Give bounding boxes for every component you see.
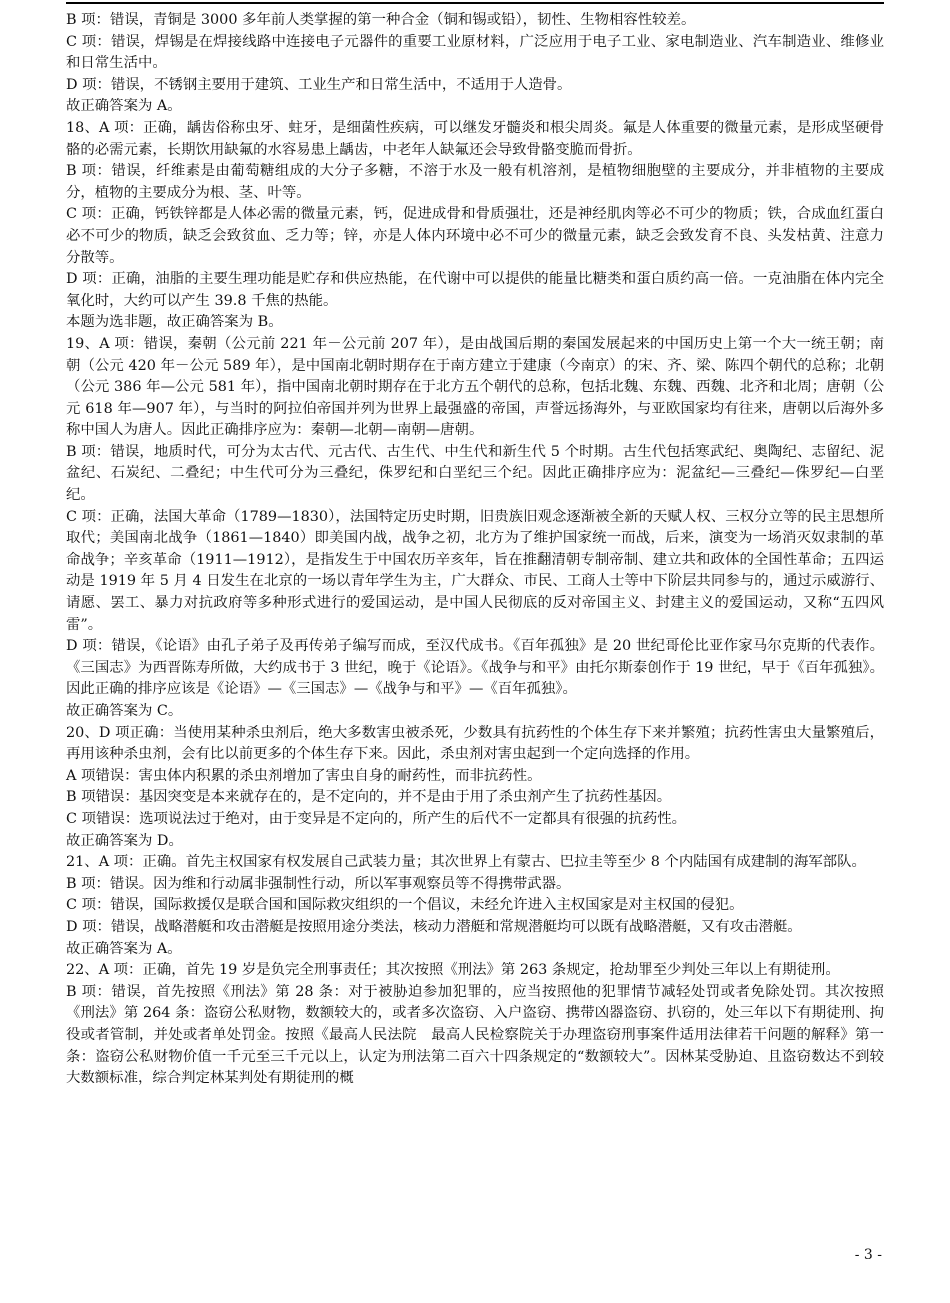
paragraph: A 项错误：害虫体内积累的杀虫剂增加了害虫自身的耐药性，而非抗药性。	[66, 767, 542, 784]
paragraph: 20、D 项正确：当使用某种杀虫剂后，绝大多数害虫被杀死，少数具有抗药性的个体生存下来并繁殖；抗药性害虫大量繁殖后，再用该种杀虫剂，会有比以前更多的个体生存下来。因此，杀虫剂对害虫起到一个定向选择的作用。	[66, 724, 884, 763]
paragraph: C 项：正确，法国大革命（1789—1830），法国特定历史时期，旧贵族旧观念逐渐被全新的天赋人权、三权分立等的民主思想所取代；美国南北战争（1861—1840）即美国内战，战争之初，北方为了维护国家统一而战，后来，演变为一场消灭奴隶制的革命战争；辛亥革命（1911—1912），是指发生于中国农历辛亥年，旨在推翻清朝专制帝制、建立共和政体的全国性革命；五四运动是 1919 年 5 月 4 日发生在北京的一场以青年学生为主，广大群众、市民、工商人士等中下阶层共同参与的，通过示威游行、请愿、罢工、暴力对抗政府等多种形式进行的爱国运动，是中国人民彻底的反对帝国主义、封建主义的爱国运动，又称“五四风雷”。	[66, 508, 884, 633]
paragraph: B 项：错误，地质时代，可分为太古代、元古代、古生代、中生代和新生代 5 个时期。古生代包括寒武纪、奥陶纪、志留纪、泥盆纪、石炭纪、二叠纪；中生代可分为三叠纪，侏罗纪和白垩纪三个纪。因此正确排序应为：泥盆纪—三叠纪—侏罗纪—白垩纪。	[66, 443, 884, 504]
document-body	[66, 10, 884, 1090]
paragraph: B 项：错误。因为维和行动属非强制性行动，所以军事观察员等不得携带武器。	[66, 875, 571, 892]
paragraph: 故正确答案为 A。	[66, 98, 182, 115]
paragraph: D 项：错误，战略潜艇和攻击潜艇是按照用途分类法，核动力潜艇和常规潜艇均可以既有战略潜艇，又有攻击潜艇。	[66, 918, 802, 935]
paragraph: C 项错误：选项说法过于绝对，由于变异是不定向的，所产生的后代不一定都具有很强的抗药性。	[66, 810, 686, 827]
paragraph: 故正确答案为 A。	[66, 940, 182, 957]
page-number: - 3 -	[854, 1247, 882, 1263]
paragraph: D 项：正确，油脂的主要生理功能是贮存和供应热能，在代谢中可以提供的能量比糖类和蛋白质约高一倍。一克油脂在体内完全氧化时，大约可以产生 39.8 千焦的热能。	[66, 271, 884, 309]
paragraph: 故正确答案为 D。	[66, 832, 183, 849]
paragraph: 21、A 项：正确。首先主权国家有权发展自己武装力量；其次世界上有蒙古、巴拉圭等至少 8 个内陆国有成建制的海军部队。	[66, 854, 866, 871]
paragraph: 19、A 项：错误，秦朝（公元前 221 年－公元前 207 年），是由战国后期的秦国发展起来的中国历史上第一个大一统王朝；南朝（公元 420 年－公元 589 年），是中国南北朝时期存在于南方建立于建康（今南京）的宋、齐、梁、陈四个朝代的总称；北朝（公元 386 年—公元 581 年），指中国南北朝时期存在于北方五个朝代的总称，包括北魏、东魏、西魏、北齐和北周；唐朝（公元 618 年—907 年），与当时的阿拉伯帝国并列为世界上最强盛的帝国，声誉远扬海外，与亚欧国家均有往来，唐朝以后海外多称中国人为唐人。因此正确排序应为：秦朝—北朝—南朝—唐朝。	[66, 335, 884, 439]
paragraph: B 项：错误，纤维素是由葡萄糖组成的大分子多糖，不溶于水及一般有机溶剂，是植物细胞壁的主要成分，并非植物的主要成分，植物的主要成分为根、茎、叶等。	[66, 163, 884, 201]
paragraph: C 项：正确，钙铁锌都是人体必需的微量元素，钙，促进成骨和骨质强壮，还是神经肌肉等必不可少的物质；铁，合成血红蛋白必不可少的物质，缺乏会致贫血、乏力等；锌，亦是人体内环境中必不可少的微量元素，缺乏会致发育不良、头发枯黄、注意力分散等。	[66, 206, 884, 266]
paragraph: B 项错误：基因突变是本来就存在的，是不定向的，并不是由于用了杀虫剂产生了抗药性基因。	[66, 789, 672, 806]
paragraph: B 项：错误，青铜是 3000 多年前人类掌握的第一种合金（铜和锡或铅），韧性、生物相容性较差。	[66, 12, 696, 28]
paragraph: 故正确答案为 C。	[66, 703, 183, 719]
paragraph: D 项：错误，不锈钢主要用于建筑、工业生产和日常生活中，不适用于人造骨。	[66, 76, 572, 93]
paragraph: B 项：错误，首先按照《刑法》第 28 条：对于被胁迫参加犯罪的，应当按照他的犯罪情节减轻处罚或者免除处罚。其次按照《刑法》第 264 条：盗窃公私财物，数额较大的，或者多次盗窃、入户盗窃、携带凶器盗窃、扒窃的，处三年以下有期徒刑、拘役或者管制，并处或者单处罚金。按照《最高人民法院 最高人民检察院关于办理盗窃刑事案件适用法律若干问题的解释》第一条：盗窃公私财物价值一千元至三千元以上，认定为刑法第二百六十四条规定的“数额较大”。因林某受胁迫、且盗窃数达不到较大数额标准，综合判定林某判处有期徒刑的概	[66, 983, 884, 1087]
header-rule	[66, 2, 884, 4]
paragraph: 18、A 项：正确，龋齿俗称虫牙、蛀牙，是细菌性疾病，可以继发牙髓炎和根尖周炎。氟是人体重要的微量元素，是形成坚硬骨骼的必需元素，长期饮用缺氟的水容易患上龋齿，中老年人缺氟还会导致骨骼变脆而骨折。	[66, 119, 884, 158]
paragraph: C 项：错误，国际救援仅是联合国和国际救灾组织的一个倡议，未经允许进入主权国家是对主权国的侵犯。	[66, 897, 744, 914]
paragraph: D 项：错误，《论语》由孔子弟子及再传弟子编写而成，至汉代成书。《百年孤独》是 20 世纪哥伦比亚作家马尔克斯的代表作。《三国志》为西晋陈寿所做，大约成书于 3 世纪，晚于《论语》。《战争与和平》由托尔斯泰创作于 19 世纪，早于《百年孤独》。因此正确的排序应该是《论语》—《三国志》—《战争与和平》—《百年孤独》。	[66, 638, 884, 698]
paragraph: 22、A 项：正确，首先 19 岁是负完全刑事责任；其次按照《刑法》第 263 条规定，抢劫罪至少判处三年以上有期徒刑。	[66, 962, 840, 979]
paragraph: C 项：错误，焊锡是在焊接线路中连接电子元器件的重要工业原材料，广泛应用于电子工业、家电制造业、汽车制造业、维修业和日常生活中。	[66, 33, 884, 72]
paragraph: 本题为选非题，故正确答案为 B。	[66, 314, 283, 331]
